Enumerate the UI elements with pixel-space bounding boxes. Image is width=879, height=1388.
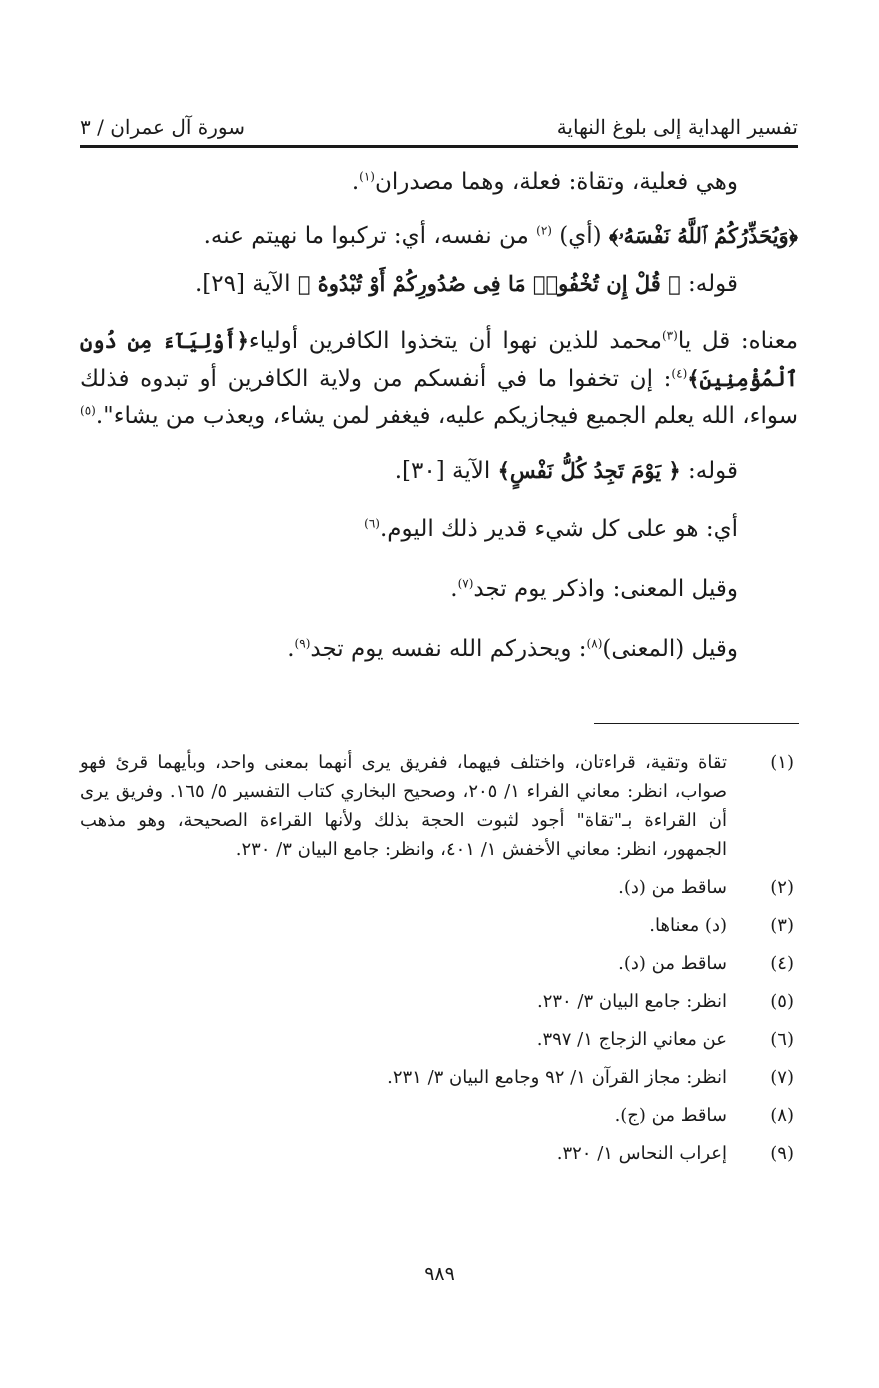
footnote-ref[interactable]: (١) [359, 169, 375, 184]
text-line: قوله: ﴿ يَوْمَ تَجِدُ كُلُّ نَفْسٍ﴾ الآية [٣٠]. [394, 458, 738, 484]
footnote-text: إعراب النحاس ١/ ٣٢٠. [556, 1143, 727, 1164]
footnote-number: (٤) [770, 953, 794, 974]
text-line: وقيل المعنى: واذكر يوم تجد$^{(٧)}$. [450, 576, 738, 602]
footnote-number: (١) [770, 752, 794, 773]
footnote-number: (٢) [770, 877, 794, 898]
surah-label: سورة آل عمران / ٣ [80, 115, 246, 139]
footnote-ref[interactable]: (٧) [457, 576, 474, 591]
footnote [80, 911, 798, 940]
footnote-ref[interactable]: (٩) [294, 636, 311, 651]
footnote [80, 873, 798, 902]
quran-verse: ﴿ قُلْ إِن تُخْفُوا۟ مَا فِى صُدُورِكُمْ أَوْ تُبْدُوهُ ﴾ [297, 271, 681, 296]
footnote-text: تقاة وتقية، قراءتان، واختلف فيهما، ففريق يرى أنهما بمعنى واحد، وبأيهما قرئ فهو صواب، انظر: معاني الفراء ١/ ٢٠٥، وصحيح البخاري كتاب التفسير ٥/ ١٦٥. وفريق يرى أن القراءة بـ"تقاة" أجود لثبوت الحجة بذلك ولأنها القراءة الصحيحة، وهو مذهب الجمهور، انظر: معاني الأخفش ١/ ٤٠١، وانظر: جامع البيان ٣/ ٢٣٠. [80, 752, 727, 860]
footnote [80, 1063, 798, 1092]
footnote-separator [594, 723, 799, 724]
text-line: ﴿وَيُحَذِّرُكُمُ ٱللَّهُ نَفْسَهُۥ﴾ (أي) $^{(٢)}$ من نفسه، أي: تركبوا ما نهيتم عنه. [203, 223, 798, 249]
footnote [80, 1139, 798, 1168]
footnote-text: عن معاني الزجاج ١/ ٣٩٧. [536, 1029, 727, 1050]
footnote-ref[interactable]: (٣) [661, 328, 678, 343]
text-line: وهي فعلية، وتقاة: فعلة، وهما مصدران$^{(١)}$. [351, 169, 738, 195]
text-line: قوله: ﴿ قُلْ إِن تُخْفُوا۟ مَا فِى صُدُورِكُمْ أَوْ تُبْدُوهُ ﴾ الآية [٢٩]. [194, 271, 738, 297]
quran-verse: ﴿ يَوْمَ تَجِدُ كُلُّ نَفْسٍ﴾ [497, 458, 681, 483]
main-text [80, 160, 798, 665]
footnote-text: ساقط من (ج). [614, 1105, 727, 1126]
footnote-number: (٩) [770, 1143, 794, 1164]
footnote [80, 1025, 798, 1054]
footnote-text: (د) معناها. [649, 915, 727, 936]
footnote-ref[interactable]: (٦) [364, 516, 380, 531]
footnote-text: ساقط من (د). [618, 877, 727, 898]
footnote-ref[interactable]: (٥) [80, 403, 96, 418]
footnote-number: (٥) [770, 991, 794, 1012]
book-title: تفسير الهداية إلى بلوغ النهاية [556, 115, 798, 139]
footnote [80, 1101, 798, 1130]
footnote-text: انظر: جامع البيان ٣/ ٢٣٠. [536, 991, 727, 1012]
footnote-number: (٨) [770, 1105, 794, 1126]
footnote [80, 987, 798, 1016]
footnote-number: (٦) [770, 1029, 794, 1050]
header-rule [80, 145, 798, 148]
footnote-text: انظر: مجاز القرآن ١/ ٩٢ وجامع البيان ٣/ ٢٣١. [387, 1067, 727, 1088]
quran-verse: ﴿أَوْلِيَآءَ مِن دُونِ ٱلْمُؤْمِنِينَ﴾ [80, 328, 798, 391]
quran-verse: ﴿وَيُحَذِّرُكُمُ ٱللَّهُ نَفْسَهُۥ﴾ [608, 223, 798, 248]
footnotes [80, 748, 798, 1177]
footnote-ref[interactable]: (٨) [586, 636, 603, 651]
footnote-number: (٧) [770, 1067, 794, 1088]
footnote-text: ساقط من (د). [618, 953, 727, 974]
running-header [80, 103, 798, 139]
paragraph: معناه: قل يا$^{(٣)}$محمد للذين نهوا أن يتخذوا الكافرين أولياء﴿أَوْلِيَآءَ مِن دُونِ ٱلْمُؤْمِنِينَ﴾$^{(٤)}$: إن تخفوا ما في أنفسكم من ولاية الكافرين أو تبدوه فذلك سواء، الله يعلم الجميع فيجازيكم عليه، فيغفر لمن يشاء، ويعذب من يشاء".$^{(٥)}$ [80, 328, 799, 429]
footnote [80, 748, 798, 864]
footnote-ref[interactable]: (٢) [536, 223, 552, 238]
text-line: أي: هو على كل شيء قدير ذلك اليوم.$^{(٦)}$ [364, 516, 738, 542]
footnote-number: (٣) [770, 915, 794, 936]
text-line: وقيل (المعنى)$^{(٨)}$: ويحذركم الله نفسه يوم تجد$^{(٩)}$. [287, 636, 738, 662]
page-number: ٩٨٩ [424, 1263, 455, 1285]
footnote [80, 949, 798, 978]
footnote-ref[interactable]: (٤) [671, 366, 688, 381]
